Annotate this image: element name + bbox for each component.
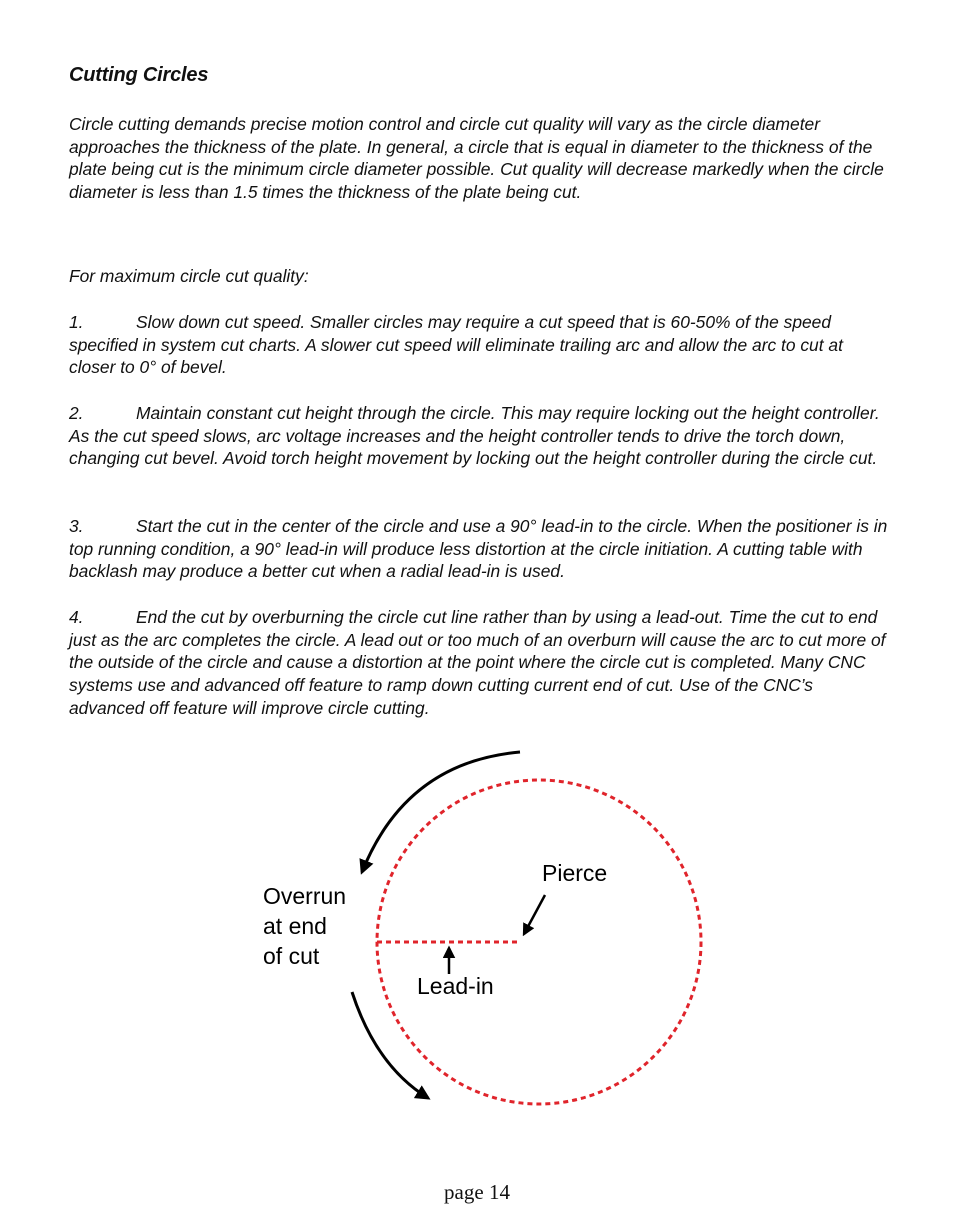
overrun-label <box>263 881 383 971</box>
overrun-line: of cut <box>263 943 320 969</box>
page-number: page 14 <box>444 1180 510 1204</box>
intro-paragraph: Circle cutting demands precise motion control and circle cut quality will vary as the circle diameter approaches the thickness of the plate. In general, a circle that is equal in diameter to the thickness of the plate being cut is the minimum circle diameter possible. Cut quality will decrease markedly when the circle diameter is less than 1.5 times the thickness of the plate being cut. <box>69 114 884 203</box>
lead-in-label: Lead-in <box>417 973 494 999</box>
lead-paragraph: For maximum circle cut quality: <box>69 266 309 286</box>
pierce-label: Pierce <box>542 860 608 886</box>
list-text: Maintain constant cut height through the circle. This may require locking out the height controller. As the cut speed slows, arc voltage increases and the height controller tends to drive the torch down, changing cut bevel. Avoid torch height movement by locking out the height controller during the circle cut. <box>69 403 880 469</box>
section-heading: Cutting Circles <box>69 64 209 86</box>
list-text: Start the cut in the center of the circle and use a 90° lead-in to the circle. When the positioner is in top running condition, a 90° lead-in will produce less distortion at the circle initiation. A cutting table with backlash may produce a better cut when a radial lead-in is used. <box>69 516 888 582</box>
list-number: 4. <box>69 607 84 627</box>
list-text: Slow down cut speed. Smaller circles may require a cut speed that is 60-50% of the speed specified in system cut charts. A slower cut speed will eliminate trailing arc and allow the arc to cut at closer to 0° of bevel. <box>69 312 843 378</box>
list-number: 2. <box>69 403 84 423</box>
overrun-line: Overrun <box>263 883 347 909</box>
list-number: 1. <box>69 312 84 332</box>
list-number: 3. <box>69 516 84 536</box>
overrun-line: at end <box>263 913 327 939</box>
list-text: End the cut by overburning the circle cut line rather than by using a lead-out. Time the cut to end just as the arc completes the circle. A lead out or too much of an overburn will cause the arc to cut more of the outside of the circle and cause a distortion at the point where the circle cut is completed. Many CNC systems use and advanced off feature to ramp down cutting current end of cut. Use of the CNC’s advanced off feature will improve circle cutting. <box>69 607 886 718</box>
pierce-arrow <box>524 895 545 934</box>
